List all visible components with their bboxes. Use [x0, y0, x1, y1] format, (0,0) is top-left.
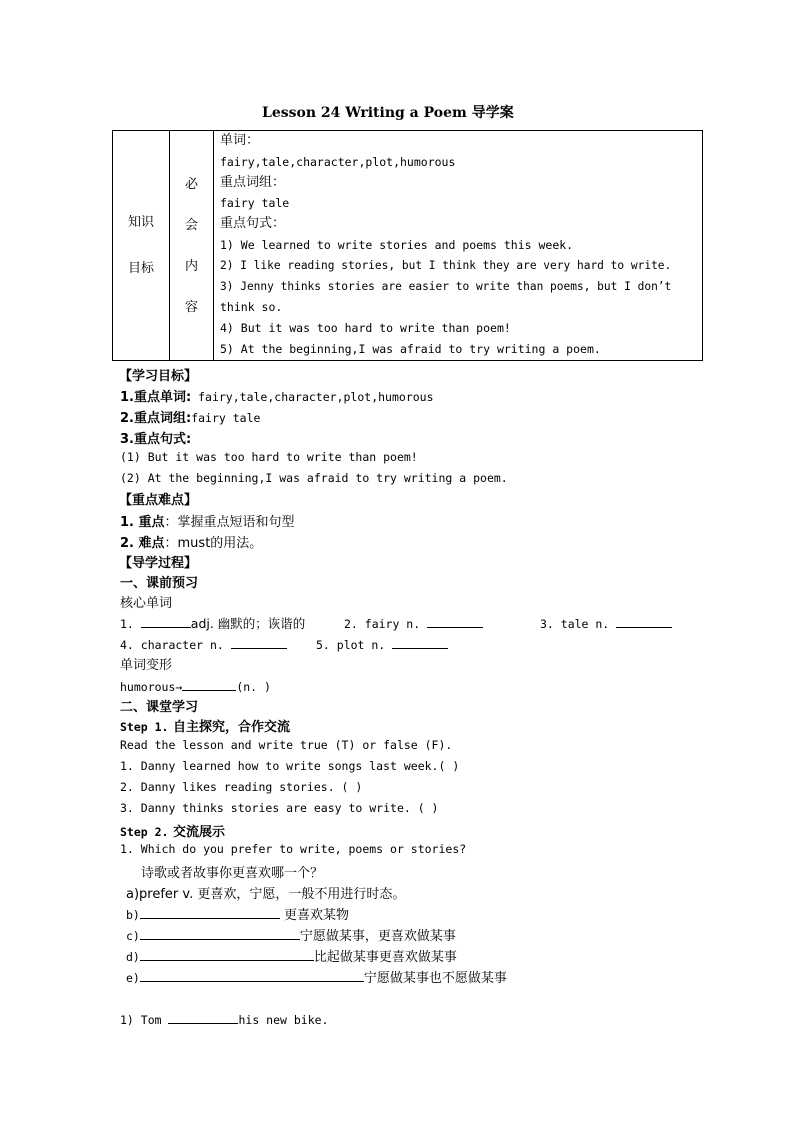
step1-title: 自主探究，合作交流 — [168, 720, 290, 735]
tf-item-1: 1. Danny learned how to write songs last week.( ) — [120, 759, 460, 773]
content-line: 1) We learned to write stories and poems this week. — [220, 237, 574, 252]
goals-item-1-text: fairy,tale,character,plot,humorous — [191, 390, 434, 404]
word-exercise-5 — [316, 634, 448, 653]
exercise-1 — [120, 1009, 328, 1028]
step1-label: Step 1. — [120, 720, 169, 734]
word-4-label: 4. character n. — [120, 638, 231, 652]
item-b-meaning: 更喜欢某物 — [279, 908, 349, 923]
item-d-blank[interactable] — [140, 949, 314, 961]
word-1-blank[interactable] — [141, 616, 191, 628]
difficulty-item-1-text: ：掌握重点短语和句型 — [164, 515, 295, 530]
goals-item-3-label: 3.重点句式: — [120, 432, 192, 447]
word-exercise-3 — [540, 613, 672, 632]
item-c-blank[interactable] — [140, 928, 300, 940]
exercise-1-blank[interactable] — [168, 1012, 238, 1024]
word-form-row — [120, 676, 271, 695]
exercise-1-end: his new bike. — [238, 1013, 329, 1027]
item-e-meaning: 宁愿做某事也不愿做某事 — [363, 971, 507, 986]
item-c-meaning: 宁愿做某事，更喜欢做某事 — [299, 929, 456, 944]
step1-heading — [120, 716, 290, 735]
step1-instruction: Read the lesson and write true (T) or false (F). — [120, 738, 453, 752]
goals-item-2-text: fairy tale — [191, 411, 261, 425]
question-1: 1. Which do you prefer to write, poems or stories? — [120, 842, 467, 856]
difficulty-item-1 — [120, 511, 295, 530]
core-words-label: 核心单词 — [120, 596, 173, 611]
preview-heading: 一、课前预习 — [120, 576, 199, 591]
goals-item-2 — [120, 407, 260, 426]
word-5-blank[interactable] — [392, 637, 448, 649]
step2-title: 交流展示 — [168, 825, 225, 840]
item-d-meaning: 比起做某事更喜欢做某事 — [313, 950, 457, 965]
class-heading: 二、课堂学习 — [120, 700, 199, 715]
goals-sentence-2: (2) At the beginning,I was afraid to try writing a poem. — [120, 471, 508, 485]
step2-heading — [120, 821, 225, 840]
page-title: Lesson 24 Writing a Poem 导学案 — [262, 105, 514, 121]
goals-item-1 — [120, 386, 434, 405]
word-2-blank[interactable] — [427, 616, 483, 628]
exercise-1-start: 1) Tom — [120, 1013, 169, 1027]
tf-item-3: 3. Danny thinks stories are easy to write. ( ) — [120, 801, 439, 815]
content-line: fairy tale — [220, 196, 290, 211]
prefer-item-c — [126, 925, 456, 944]
table-col2-char2: 会 — [184, 217, 198, 233]
word-5-label: 5. plot n. — [316, 638, 393, 652]
goals-item-2-label: 2.重点词组: — [120, 411, 192, 426]
must-know-cell — [170, 131, 214, 361]
item-b-label: b) — [126, 908, 140, 922]
content-line: 单词： — [220, 133, 260, 148]
content-line: 4) But it was too hard to write than poem! — [220, 321, 511, 336]
knowledge-goal-cell — [113, 131, 170, 361]
content-line: 2) I like reading stories, but I think they are very hard to write. — [220, 258, 672, 272]
item-e-label: e) — [126, 971, 140, 985]
word-1-number: 1. — [120, 617, 141, 631]
step2-label: Step 2. — [120, 825, 169, 839]
word-3-blank[interactable] — [616, 616, 672, 628]
content-cell — [214, 131, 703, 361]
word-exercise-4 — [120, 634, 287, 653]
content-line: fairy,tale,character,plot,humorous — [220, 154, 456, 169]
word-form-source: humorous→ — [120, 680, 183, 694]
difficulty-item-2-label: 2. 难点 — [120, 536, 165, 551]
item-c-label: c) — [126, 929, 140, 943]
table-col2-char3: 内 — [184, 258, 198, 274]
content-line: 重点词组： — [220, 174, 286, 190]
section-heading-difficulty: 【重点难点】 — [119, 493, 198, 508]
goals-sentence-1: (1) But it was too hard to write than poem! — [120, 450, 418, 464]
section-heading-goals: 【学习目标】 — [119, 369, 198, 384]
prefer-item-e — [126, 967, 507, 986]
content-line: 3) Jenny thinks stories are easier to write than poems, but I don’t — [220, 279, 672, 293]
table-col1-line2: 目标 — [127, 260, 154, 276]
word-2-label: 2. fairy n. — [344, 617, 428, 631]
difficulty-item-2-text: ：must的用法。 — [164, 536, 263, 551]
section-heading-process: 【导学过程】 — [119, 556, 198, 571]
word-4-blank[interactable] — [231, 637, 287, 649]
table-col2-char1: 必 — [184, 176, 198, 192]
table-col1-line1: 知识 — [127, 214, 154, 230]
tf-item-2: 2. Danny likes reading stories. ( ) — [120, 780, 363, 794]
knowledge-table — [112, 130, 703, 361]
difficulty-item-2 — [120, 532, 262, 551]
content-line: 5) At the beginning,I was afraid to try writing a poem. — [220, 341, 601, 356]
question-1-chinese: 诗歌或者故事你更喜欢哪一个？ — [141, 866, 324, 881]
content-line: 重点句式： — [220, 216, 286, 232]
word-forms-label: 单词变形 — [120, 658, 173, 673]
item-e-blank[interactable] — [140, 970, 364, 982]
prefer-item-b — [126, 904, 349, 923]
content-line: think so. — [220, 300, 283, 315]
goals-item-1-label: 1.重点单词: — [120, 390, 192, 405]
prefer-note-a: a)prefer v. 更喜欢，宁愿，一般不用进行时态。 — [126, 887, 406, 902]
prefer-item-d — [126, 946, 457, 965]
word-1-meaning: adj. 幽默的；诙谐的 — [190, 616, 306, 631]
word-form-blank[interactable] — [182, 679, 236, 691]
word-3-label: 3. tale n. — [540, 617, 617, 631]
table-col2-char4: 容 — [184, 299, 198, 315]
word-exercise-2 — [344, 613, 483, 632]
item-d-label: d) — [126, 950, 140, 964]
word-form-suffix: (n. ) — [236, 680, 271, 694]
item-b-blank[interactable] — [140, 907, 280, 919]
difficulty-item-1-label: 1. 重点 — [120, 515, 165, 530]
word-exercise-row-1 — [120, 613, 305, 632]
